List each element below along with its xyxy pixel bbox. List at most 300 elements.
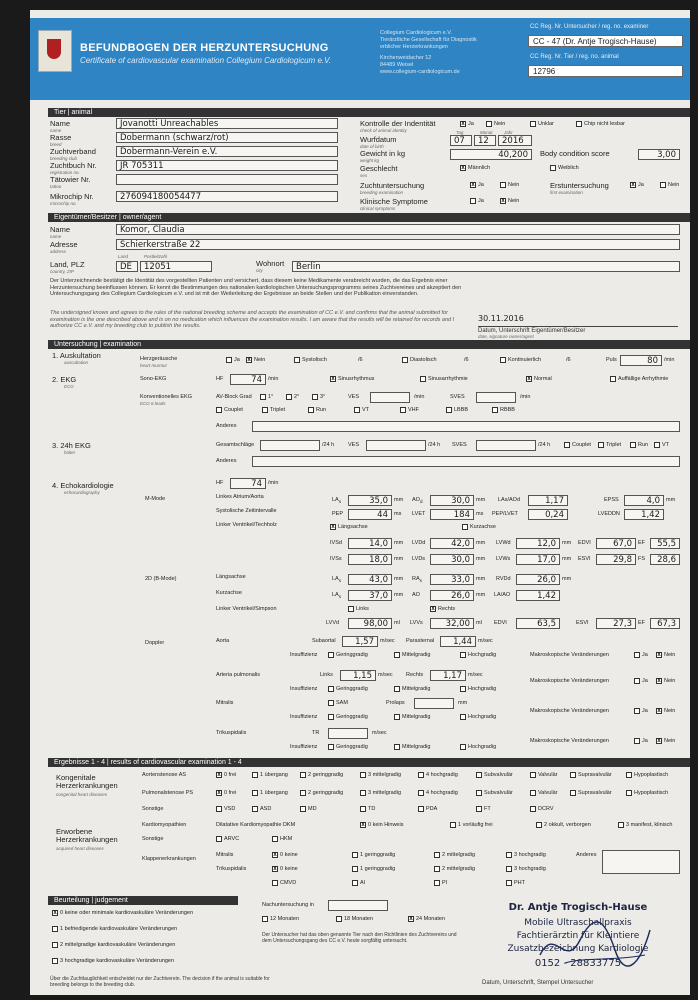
address-line: erblicher Herzerkrankungen [380,44,448,50]
vhf-checkbox[interactable] [400,407,406,413]
td-checkbox[interactable] [360,806,366,812]
tric-0-checkbox[interactable]: x [273,866,277,872]
md-checkbox[interactable] [300,806,306,812]
dcm-1-checkbox[interactable] [450,822,456,828]
as-hypo-label: Hypoplastisch [634,772,669,778]
prolaps-unit: mm [458,700,468,706]
tric-2-label: 2 mittelgradig [442,866,476,872]
examiner-reg-field[interactable]: CC - 47 (Dr. Antje Trogisch-Hause) [528,35,683,47]
judgement-2-label: 2 mittelgradige kardiovaskuläre Veränderungen [60,942,176,948]
judgement-0-checkbox[interactable]: x [53,910,57,916]
stamp-line: Zusatzbezeichnung Kardiologie [507,944,649,954]
sves-field[interactable] [476,392,516,403]
declaration-de: Der Unterzeichnende bestätigt die Identität des vorgestellten Patienten und versichert, dass diesem keine Medikamente verabreicht wurden, die das Ergebnis einer Herzuntersuchung beeinflussen können. Er kennt die Bestimmungen des nationalen kardiologischen Untersuchungsprogramms seines Zuchtvereines und akzeptiert den Untersuchungsgang des Collegium Cardiologicum e.V. und ist mit der Weiterleitung der Ergebnisse an beide Stellen und der Publikation einverstanden. [50,278,462,297]
pulm-left-field[interactable]: 1,15 [340,670,376,681]
sex-label: Geschlecht [360,164,398,173]
pulm-macro-no-checkbox[interactable]: x [657,678,661,684]
esvi-label: ESVI [578,556,591,562]
aorta-macro-no-checkbox[interactable]: x [657,652,661,658]
ps-4-checkbox[interactable] [418,790,424,796]
aorta-macro-yes-checkbox[interactable] [634,652,640,658]
mitral-macro-yes-checkbox[interactable] [634,708,640,714]
dob-day-field[interactable]: 07 [450,135,472,146]
ft-checkbox[interactable] [476,806,482,812]
dob-label: Wurfdatum [360,135,397,144]
mitral-2-label: 2 mittelgradig [442,852,476,858]
ivsd-field[interactable]: 14,0 [348,538,392,549]
ves-field[interactable] [370,392,410,403]
sex-male-checkbox[interactable]: x [461,165,465,171]
holter-sves-field[interactable] [476,440,536,451]
identity-yes-checkbox[interactable]: x [461,121,465,127]
edvi2-field[interactable]: 63,5 [516,618,560,629]
dcm-2-label: 2 okkult, verborgen [544,822,591,828]
owner-name-field[interactable]: Komor, Claudia [116,224,680,235]
as-1-label: 1 übergang [260,772,288,778]
owner-sign-label: Datum, Unterschrift Eigentümer/Besitzer [478,326,678,335]
as-0-checkbox[interactable]: x [217,772,221,778]
systolic-label: Systolisch [302,357,327,363]
la-aod-field[interactable]: 1,17 [528,495,568,506]
tric-insuff-mid-checkbox[interactable] [394,744,400,750]
pi-checkbox[interactable] [434,880,440,886]
ef-field[interactable]: 55,5 [650,538,680,549]
mitral-insuff-low-checkbox[interactable] [328,714,334,720]
lbbb-checkbox[interactable] [446,407,452,413]
weight-field[interactable]: 40,200 [450,149,532,160]
anderes-field[interactable] [602,850,680,874]
ps-supravalv-checkbox[interactable] [570,790,576,796]
sex-female-checkbox[interactable] [550,165,556,171]
as-hypo-checkbox[interactable] [626,772,632,778]
judgement-0-label: 0 keine oder minimale kardiovaskuläre Veränderungen [60,910,193,916]
aorta-insuff-high-checkbox[interactable] [460,652,466,658]
sti-label: Systolische Zeitintervalle [216,508,277,514]
bmode-label: 2D (B-Mode) [145,576,177,582]
tric-2-checkbox[interactable] [434,866,440,872]
vt-checkbox[interactable] [354,407,360,413]
mitral-insuff-high-checkbox[interactable] [460,714,466,720]
pulm-right-field[interactable]: 1,17 [430,670,466,681]
mitral-0-checkbox[interactable]: x [273,852,277,858]
section-examination: Untersuchung | examination [48,340,690,349]
fs-field[interactable]: 28,6 [650,554,680,565]
tr-field[interactable] [328,728,368,739]
ef2-label: EF [638,620,646,626]
examiner-sign-label: Datum, Unterschrift, Stempel Untersucher [482,980,594,986]
ivss-field[interactable]: 18,0 [348,554,392,565]
mitral-label: Mitralis [216,700,234,706]
systolic-checkbox[interactable] [294,357,300,363]
murmur-no-checkbox[interactable]: x [247,357,251,363]
as-supravalv-checkbox[interactable] [570,772,576,778]
identity-unclear-checkbox[interactable] [530,121,536,127]
ps-valv-checkbox[interactable] [530,790,536,796]
run-checkbox[interactable] [308,407,314,413]
la-ao2-field[interactable]: 1,42 [516,590,560,601]
city-label: Wohnort [256,259,285,268]
judgement-2-checkbox[interactable] [52,942,58,948]
esvi2-label: ESVI [576,620,589,626]
holter-vt-checkbox[interactable] [654,442,660,448]
city-field[interactable]: Berlin [292,261,680,272]
subaortal-field[interactable]: 1,57 [342,636,378,647]
address-line: 84489 Weisel [380,62,414,68]
la-ao2-label: LA/AO [494,592,511,598]
certificate-paper [30,10,690,995]
tric-3-checkbox[interactable] [506,866,512,872]
lvwd-field[interactable]: 12,0 [516,538,560,549]
echo-sublabel: echocardiography [64,490,100,495]
pht-checkbox[interactable] [506,880,512,886]
subaortal-label: Subaortal [312,638,336,644]
lvdd-label: LVDd [412,540,426,546]
rvdd-label: RVDd [496,576,511,582]
address-line: Collegium Cardiologicum e.V. [380,30,452,36]
dob-sublabel: date of birth [360,144,384,149]
section-animal: Tier | animal [48,108,690,117]
couplet-checkbox[interactable] [216,407,222,413]
esvi2-field[interactable]: 27,3 [596,618,636,629]
lvds-field[interactable]: 30,0 [430,554,474,565]
ps-hypo-checkbox[interactable] [626,790,632,796]
cong-other-label: Sonstige [142,806,164,812]
lvws-field[interactable]: 17,0 [516,554,560,565]
pulm-macro-label: Makroskopische Veränderungen [530,678,609,684]
identity-yes-label: Ja [468,121,474,127]
murmur-yes-checkbox[interactable] [226,357,232,363]
lvdd-field[interactable]: 42,0 [430,538,474,549]
judgement-1-checkbox[interactable] [52,926,58,932]
animal-name-field[interactable]: Jovanotti Unreachables [116,118,338,129]
breeding-exam-yes-checkbox[interactable]: x [471,182,475,188]
pulm-left-label: Links [320,672,333,678]
tric-macro-yes-checkbox[interactable] [634,738,640,744]
vsd-checkbox[interactable] [216,806,222,812]
followup-24-checkbox[interactable]: x [409,916,413,922]
holter-other-field[interactable] [252,456,680,467]
dcm-0-checkbox[interactable]: x [361,822,365,828]
avblock-1-checkbox[interactable] [260,394,266,400]
lvet-field[interactable]: 184 [430,509,474,520]
collegium-address [380,30,477,76]
as-supravalv-label: Supravalvulär [578,772,612,778]
ivss-label: IVSs [330,556,342,562]
total-beats-field[interactable] [260,440,320,451]
lvds-label: LVDs [412,556,426,562]
avblock-2-label: 2° [294,394,300,400]
as-0-label: 0 frei [224,772,237,778]
as-subvalv-checkbox[interactable] [476,772,482,778]
first-exam-no-checkbox[interactable] [660,182,666,188]
pulm-insuff-mid-checkbox[interactable] [394,686,400,692]
symptoms-no-checkbox[interactable]: x [501,198,505,204]
as-2-checkbox[interactable] [300,772,306,778]
owner-sign-date[interactable]: 30.11.2016 [478,314,524,323]
breeding-exam-label: Zuchtuntersuchung [360,181,425,190]
followup-12-checkbox[interactable] [262,916,268,922]
ivsd-label: IVSd [330,540,342,546]
dob-year-field[interactable]: 2016 [498,135,532,146]
ps-0-checkbox[interactable]: x [217,790,221,796]
pulse-label: Puls [606,357,617,363]
aorta-insuff-low-checkbox[interactable] [328,652,334,658]
asd-checkbox[interactable] [252,806,258,812]
la2-field[interactable]: 43,0 [348,574,392,585]
holter-run-checkbox[interactable] [630,442,636,448]
echo-hf-field[interactable]: 74 [230,478,266,489]
holter-couplet-checkbox[interactable] [564,442,570,448]
conv-ekg-label: Konventionelles EKG [140,394,192,400]
mitral-1-checkbox[interactable] [352,852,358,858]
lvedon-field[interactable]: 1,42 [624,509,664,520]
parasternal-field[interactable]: 1,44 [440,636,476,647]
bcs-field[interactable]: 3,00 [638,149,680,160]
breeding-exam-sublabel: breeding examination [360,190,404,195]
rvdd-field[interactable]: 26,0 [516,574,560,585]
tric-insuff-high-checkbox[interactable] [460,744,466,750]
esvi-field[interactable]: 29,8 [596,554,636,565]
pulm-right-label: Rechts [406,672,424,678]
hf-unit: /min [268,376,279,382]
mitral-insuff-mid-checkbox[interactable] [394,714,400,720]
auscultation-label: 1. Auskultation [52,351,101,360]
as-valv-checkbox[interactable] [530,772,536,778]
hf-field[interactable]: 74 [230,374,266,385]
lvws-unit: mm [562,556,572,562]
raa-label: $RA_s$ [412,576,422,584]
as-3-checkbox[interactable] [360,772,366,778]
tric-macro-yes-label: Ja [642,738,648,744]
arvc-checkbox[interactable] [216,836,222,842]
vsd-label: VSD [224,806,236,812]
ekg-normal-label: Normal [534,376,552,382]
ivss-unit: mm [394,556,404,562]
ekg-other-field[interactable] [252,421,680,432]
dob-day-lbl: Tag [456,130,464,135]
tric-macro-no-checkbox[interactable]: x [657,738,661,744]
studbook-field[interactable]: JR 705311 [116,160,338,171]
as-label: Aortenstenose AS [142,772,187,778]
mitral-2-checkbox[interactable] [434,852,440,858]
pulm-macro-yes-checkbox[interactable] [634,678,640,684]
followup-field[interactable] [328,900,388,911]
tric-insuff-low-checkbox[interactable] [328,744,334,750]
chip-label: Mikrochip Nr. [50,192,94,201]
simpson-left-checkbox[interactable] [348,606,354,612]
la3-field[interactable]: 37,0 [348,590,392,601]
md-label: MD [308,806,317,812]
as-4-checkbox[interactable] [418,772,424,778]
la-unit: mm [394,497,404,503]
pulm-insuff-low-label: Geringgradig [336,686,368,692]
aorta-label: Aorta [216,638,230,644]
chip-sublabel: microchip no. [50,201,77,206]
sam-checkbox[interactable] [328,700,334,706]
pep-lvet-label: PEP/LVET [492,511,518,517]
avblock-3-checkbox[interactable] [312,394,318,400]
symptoms-sublabel: clinical symptoms [360,206,396,211]
echo-hf-unit: /min [268,480,279,486]
sves-unit: /min [520,394,531,400]
abnormal-arr-checkbox[interactable] [610,376,616,382]
studbook-sublabel: registration no. [50,170,80,175]
ef-label: EF [638,540,646,546]
lvvs-field[interactable]: 32,00 [430,618,474,629]
tric-1-checkbox[interactable] [352,866,358,872]
judgement-3-checkbox[interactable] [52,958,58,964]
tattoo-field[interactable] [116,174,338,185]
ef2-field[interactable]: 67,3 [650,618,680,629]
dcm-2-checkbox[interactable] [536,822,542,828]
murmur-sublabel: heart murmur [140,363,168,368]
hcm-checkbox[interactable] [272,836,278,842]
epss-field[interactable]: 4,0 [624,495,664,506]
followup-18-label: 18 Monaten [344,916,374,922]
la-field[interactable]: 35,0 [348,495,392,506]
congenital-sublabel: congenital heart diseases [56,792,108,797]
raa-field[interactable]: 33,0 [430,574,474,585]
ekg-normal-checkbox[interactable]: x [527,376,531,382]
continuous-label: Kontinuierlich [508,357,542,363]
mitral-insuff-label: Insuffizienz [290,714,318,720]
vhf-label: VHF [408,407,419,413]
subaortal-unit: m/sec [380,638,395,644]
mitral-3-label: 3 hochgradig [514,852,546,858]
owner-land-label: Land, PLZ [50,260,85,269]
raa-unit: mm [476,576,486,582]
diastolic-label: Diastolisch [410,357,437,363]
breed-field[interactable]: Dobermann (schwarz/rot) [116,132,338,143]
symptoms-label: Klinische Symptome [360,197,428,206]
symptoms-yes-checkbox[interactable] [470,198,476,204]
stamp-line: Dr. Antje Trogisch-Hause [508,902,648,913]
mitral-3-checkbox[interactable] [506,852,512,858]
parasternal-label: Parasternal [406,638,435,644]
ps-1-checkbox[interactable] [252,790,258,796]
pep-lvet-field[interactable]: 0,24 [528,509,568,520]
ivsd-unit: mm [394,540,404,546]
mmode-long-axis-checkbox[interactable]: x [331,524,335,530]
tric-1-label: 1 geringgradig [360,866,396,872]
cardiomyo-label: Kardiomyopathien [142,822,187,828]
sinus-rhythm-checkbox[interactable]: x [331,376,335,382]
aorta-macro-yes-label: Ja [642,652,648,658]
symptoms-no-label: Nein [508,198,520,204]
country-lbl: Land [118,254,129,259]
echo-label: 4. Echokardiologie [52,481,114,490]
ao-field[interactable]: 26,0 [430,590,474,601]
ps-3-checkbox[interactable] [360,790,366,796]
as-subvalv-label: Subvalvulär [484,772,513,778]
as-3-label: 3 mittelgradig [368,772,402,778]
simpson-right-checkbox[interactable]: x [431,606,435,612]
ps-subvalv-checkbox[interactable] [476,790,482,796]
first-exam-label: Erstuntersuchung [550,181,609,190]
triplet-checkbox[interactable] [262,407,268,413]
ekg-sublabel: ECG [64,384,74,389]
dob-month-field[interactable]: 12 [474,135,496,146]
tric-insuff-mid-label: Mittelgradig [402,744,431,750]
dcm-0-label: 0 kein Hinweis [368,822,404,828]
pi-label: PI [442,880,448,886]
breeding-exam-no-checkbox[interactable] [500,182,506,188]
pep-field[interactable]: 44 [348,509,392,520]
holter-ves-field[interactable] [366,440,426,451]
mmode-short-axis-checkbox[interactable] [462,524,468,530]
sinus-arrhythmia-checkbox[interactable] [420,376,426,382]
continuous-grade: /6 [566,357,571,363]
lvvd-label: LVVd [326,620,340,626]
examiner-note: Der Untersucher hat das oben genannte Tier nach den Richtlinien des Zuchtvereins und dem Untersuchungsgang des CC e.V. heute sorgfältig untersucht. [262,932,457,944]
cmvd-checkbox[interactable] [272,880,278,886]
pulm-insuff-high-checkbox[interactable] [460,686,466,692]
pulse-field[interactable]: 80 [620,355,662,366]
dcm-3-checkbox[interactable] [618,822,624,828]
weight-sublabel: weight kg [360,158,380,163]
as-4-label: 4 hochgradig [426,772,458,778]
animal-reg-field[interactable]: 12796 [528,65,683,77]
ai-checkbox[interactable] [352,880,358,886]
owner-address-field[interactable]: Schierkerstraße 22 [116,239,680,250]
la2-label: $LA_s$ [332,576,342,584]
first-exam-yes-checkbox[interactable]: x [631,182,635,188]
bcs-label: Body condition score [540,149,610,158]
animal-name-sublabel: name [50,128,62,133]
continuous-checkbox[interactable] [500,357,506,363]
identity-no-checkbox[interactable] [486,121,492,127]
chip-field[interactable]: 276094180054477 [116,191,338,202]
ao-unit: mm [476,592,486,598]
tric-insuff-low-label: Geringgradig [336,744,368,750]
pda-checkbox[interactable] [418,806,424,812]
breeding-exam-yes-label: Ja [478,182,484,188]
rbbb-checkbox[interactable] [492,407,498,413]
club-field[interactable]: Dobermann-Verein e.V. [116,146,338,157]
holter-triplet-checkbox[interactable] [598,442,604,448]
sinus-rhythm-label: Sinusrhythmus [338,376,375,382]
mitral-macro-no-checkbox[interactable]: x [657,708,661,714]
aorta-insuff-mid-checkbox[interactable] [394,652,400,658]
collegium-logo-icon [38,30,72,72]
diastolic-grade: /6 [464,357,469,363]
edvi-label: EDVI [578,540,591,546]
as-1-checkbox[interactable] [252,772,258,778]
ps-2-checkbox[interactable] [300,790,306,796]
holter-run-label: Run [638,442,649,448]
sinus-arrhythmia-label: Sinusarrhythmie [428,376,468,382]
diastolic-checkbox[interactable] [402,357,408,363]
followup-18-checkbox[interactable] [336,916,342,922]
pulm-insuff-low-checkbox[interactable] [328,686,334,692]
country-field[interactable]: DE [116,261,138,272]
first-exam-sublabel: first examination [550,190,583,195]
chip-unreadable-checkbox[interactable] [576,121,582,127]
tric-label: Trikuspidalis [216,730,247,736]
lvvd-field[interactable]: 98,00 [348,618,392,629]
section-judgement: Beurteilung | judgement [48,896,238,905]
ps-subvalv-label: Subvalvulär [484,790,513,796]
avblock-2-checkbox[interactable] [286,394,292,400]
ps-hypo-label: Hypoplastisch [634,790,669,796]
aod-field[interactable]: 30,0 [430,495,474,506]
prolaps-field[interactable] [414,698,454,709]
zip-field[interactable]: 12051 [140,261,212,272]
pulm-label: Arteria pulmonalis [216,672,261,678]
edvi-field[interactable]: 67,0 [596,538,636,549]
simpson-label: Linker Ventrikel/Simpson [216,606,277,612]
dcrv-checkbox[interactable] [530,806,536,812]
